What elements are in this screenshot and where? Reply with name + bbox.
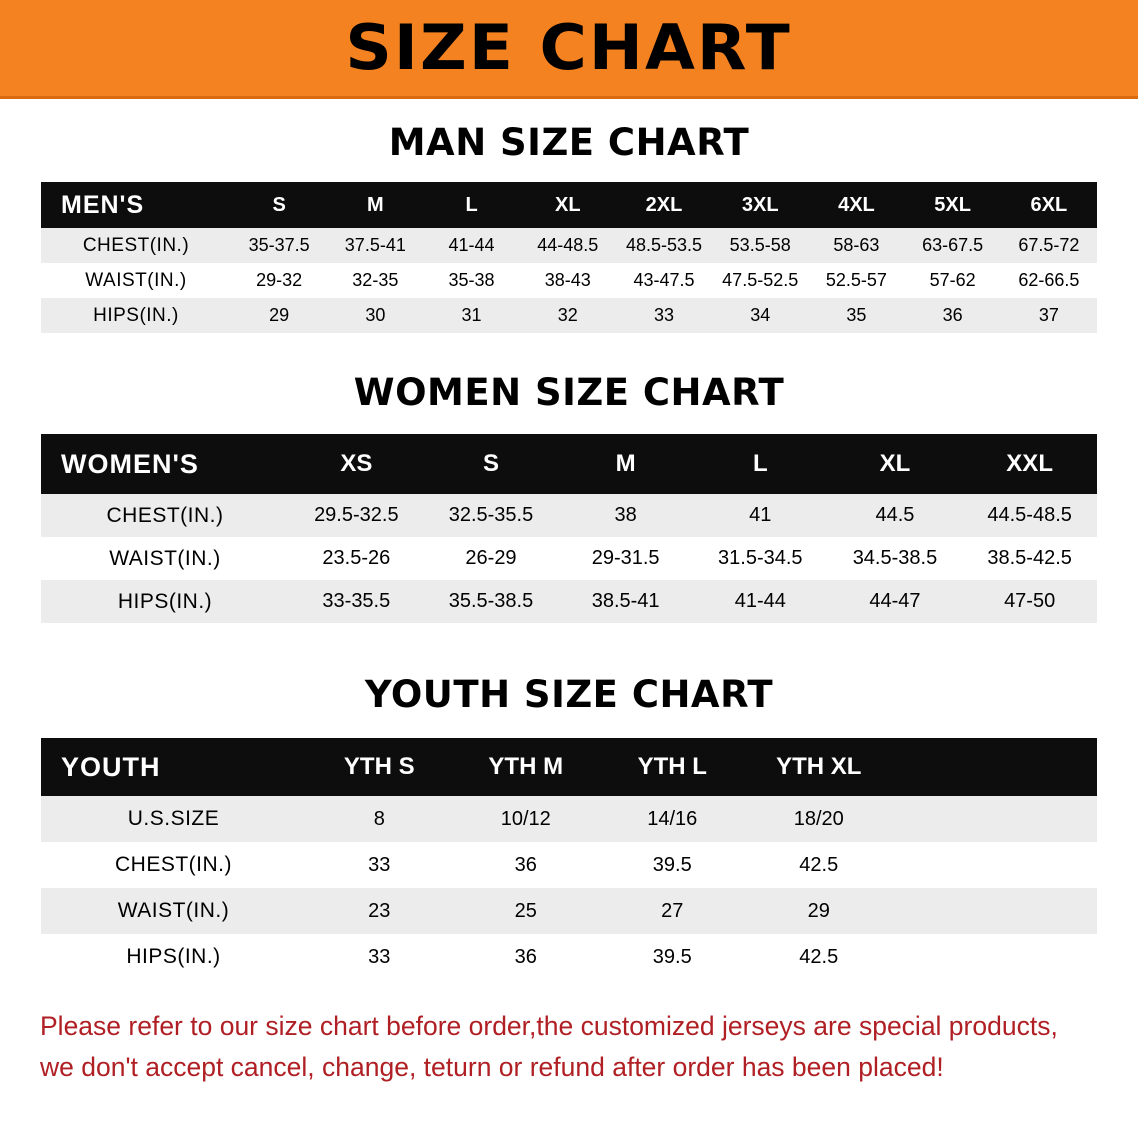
man-header-cell: 3XL bbox=[741, 193, 779, 216]
women-cell: 35.5-38.5 bbox=[448, 590, 534, 612]
women-table-body bbox=[41, 494, 1097, 623]
youth-row-label: CHEST(IN.) bbox=[115, 853, 232, 876]
women-cell: 29.5-32.5 bbox=[314, 504, 399, 526]
women-header-row bbox=[41, 434, 1097, 494]
youth-row-label: HIPS(IN.) bbox=[126, 945, 221, 968]
youth-cell: 10/12 bbox=[500, 807, 551, 830]
youth-cell-spacer bbox=[892, 934, 1097, 980]
youth-cell: 27 bbox=[661, 899, 684, 922]
youth-cell: 18/20 bbox=[793, 807, 844, 830]
youth-cell-spacer bbox=[892, 842, 1097, 888]
women-cell: 41 bbox=[749, 504, 772, 526]
man-cell: 67.5-72 bbox=[1018, 235, 1080, 255]
man-cell: 53.5-58 bbox=[729, 235, 791, 255]
man-cell: 36 bbox=[942, 305, 963, 325]
man-header-cell: M bbox=[366, 193, 384, 216]
women-table-wrap bbox=[41, 434, 1097, 623]
man-cell: 57-62 bbox=[929, 270, 976, 290]
man-cell: 32-35 bbox=[352, 270, 399, 290]
policy-note-line-2: we don't accept cancel, change, teturn or refund after order has been placed! bbox=[40, 1052, 944, 1083]
women-row-label: HIPS(IN.) bbox=[117, 589, 213, 613]
man-header-cell: 2XL bbox=[645, 193, 683, 216]
man-table-head bbox=[41, 182, 1097, 228]
women-cell: 38.5-42.5 bbox=[987, 547, 1072, 569]
man-cell: 62-66.5 bbox=[1018, 270, 1080, 290]
youth-cell: 8 bbox=[373, 807, 385, 830]
women-header-cell: XXL bbox=[1006, 450, 1053, 477]
man-table-wrap bbox=[41, 182, 1097, 333]
youth-header-cell: YTH M bbox=[488, 753, 564, 780]
women-header-cell: XL bbox=[879, 450, 911, 477]
man-header-cell: 6XL bbox=[1030, 193, 1068, 216]
youth-row-label: WAIST(IN.) bbox=[117, 899, 230, 922]
youth-cell: 25 bbox=[514, 899, 537, 922]
youth-cell-spacer bbox=[892, 796, 1097, 842]
women-size-table bbox=[41, 434, 1097, 623]
youth-cell-spacer bbox=[892, 888, 1097, 934]
man-cell: 29 bbox=[269, 305, 290, 325]
man-row-label: WAIST(IN.) bbox=[85, 269, 187, 291]
youth-cell: 39.5 bbox=[652, 853, 692, 876]
page-banner bbox=[0, 0, 1138, 99]
table-row bbox=[41, 796, 1097, 842]
youth-header-label: YOUTH bbox=[61, 751, 161, 782]
women-table-head bbox=[41, 434, 1097, 494]
man-cell: 48.5-53.5 bbox=[625, 235, 703, 255]
women-section-title: WOMEN SIZE CHART bbox=[353, 371, 785, 414]
man-cell: 41-44 bbox=[448, 235, 495, 255]
man-header-cell: 5XL bbox=[934, 193, 971, 216]
man-header-cell: XL bbox=[554, 193, 581, 216]
women-cell: 26-29 bbox=[465, 547, 517, 569]
youth-cell: 23 bbox=[368, 899, 391, 922]
man-size-table bbox=[41, 182, 1097, 333]
policy-note-line-1: Please refer to our size chart before order,the customized jerseys are special products, bbox=[40, 1011, 1058, 1041]
man-cell: 34 bbox=[750, 305, 771, 325]
women-cell: 38.5-41 bbox=[591, 590, 660, 612]
table-row bbox=[41, 934, 1097, 980]
youth-table-head bbox=[41, 738, 1097, 796]
youth-table-body bbox=[41, 796, 1097, 980]
man-cell: 32 bbox=[557, 305, 578, 325]
women-cell: 32.5-35.5 bbox=[448, 504, 534, 526]
man-header-cell: S bbox=[272, 193, 286, 216]
youth-cell: 36 bbox=[514, 945, 537, 968]
youth-cell: 33 bbox=[368, 945, 391, 968]
table-row bbox=[41, 888, 1097, 934]
man-cell: 35 bbox=[846, 305, 867, 325]
women-cell: 44-47 bbox=[869, 590, 921, 612]
man-row-label: HIPS(IN.) bbox=[93, 304, 179, 326]
youth-cell: 39.5 bbox=[652, 945, 692, 968]
women-cell: 44.5 bbox=[875, 504, 915, 526]
man-section-title: MAN SIZE CHART bbox=[388, 121, 750, 164]
women-header-label: WOMEN'S bbox=[61, 448, 199, 479]
man-cell: 30 bbox=[365, 305, 386, 325]
man-cell: 47.5-52.5 bbox=[722, 270, 799, 290]
youth-cell: 42.5 bbox=[799, 945, 839, 968]
youth-header-cell: YTH S bbox=[343, 753, 415, 780]
youth-header-row bbox=[41, 738, 1097, 796]
man-cell: 29-32 bbox=[256, 270, 303, 290]
man-cell: 58-63 bbox=[833, 235, 880, 255]
youth-section-title: YOUTH SIZE CHART bbox=[364, 673, 774, 716]
women-cell: 34.5-38.5 bbox=[852, 547, 938, 569]
youth-row-label: U.S.SIZE bbox=[127, 807, 220, 830]
women-row-label: CHEST(IN.) bbox=[106, 503, 224, 527]
man-row-label: CHEST(IN.) bbox=[82, 234, 190, 256]
youth-cell: 29 bbox=[807, 899, 830, 922]
man-cell: 63-67.5 bbox=[922, 235, 984, 255]
page-title: SIZE CHART bbox=[345, 11, 793, 84]
youth-table-wrap bbox=[41, 738, 1097, 980]
women-header-cell: M bbox=[615, 450, 636, 477]
women-cell: 47-50 bbox=[1004, 590, 1056, 612]
youth-size-table bbox=[41, 738, 1097, 980]
women-header-cell: XS bbox=[340, 450, 373, 477]
man-cell: 37.5-41 bbox=[344, 235, 406, 255]
man-cell: 52.5-57 bbox=[825, 270, 887, 290]
youth-header-cell: YTH L bbox=[637, 753, 707, 780]
youth-cell: 14/16 bbox=[647, 807, 698, 830]
man-header-label: MEN'S bbox=[61, 190, 145, 219]
table-row bbox=[41, 298, 1097, 333]
table-row bbox=[41, 228, 1097, 263]
man-cell: 44-48.5 bbox=[537, 235, 599, 255]
table-row bbox=[41, 494, 1097, 537]
table-row bbox=[41, 842, 1097, 888]
man-cell: 43-47.5 bbox=[633, 270, 695, 290]
women-cell: 38 bbox=[614, 504, 637, 526]
policy-note bbox=[40, 1006, 1098, 1088]
man-cell: 35-37.5 bbox=[248, 235, 310, 255]
man-header-cell: L bbox=[465, 193, 478, 216]
women-cell: 31.5-34.5 bbox=[718, 547, 803, 569]
youth-header-spacer bbox=[892, 738, 1097, 796]
women-row-label: WAIST(IN.) bbox=[109, 546, 221, 570]
man-header-cell: 4XL bbox=[838, 193, 875, 216]
man-header-row bbox=[41, 182, 1097, 228]
youth-cell: 36 bbox=[514, 853, 537, 876]
man-cell: 35-38 bbox=[448, 270, 495, 290]
women-cell: 23.5-26 bbox=[322, 547, 391, 569]
table-row bbox=[41, 263, 1097, 298]
women-cell: 44.5-48.5 bbox=[987, 504, 1072, 526]
women-cell: 41-44 bbox=[734, 590, 786, 612]
man-cell: 38-43 bbox=[544, 270, 591, 290]
man-cell: 31 bbox=[461, 305, 482, 325]
women-header-cell: S bbox=[482, 450, 499, 477]
youth-cell: 42.5 bbox=[799, 853, 839, 876]
man-table-body bbox=[41, 228, 1097, 333]
women-header-cell: L bbox=[752, 450, 768, 477]
table-row bbox=[41, 537, 1097, 580]
women-cell: 29-31.5 bbox=[591, 547, 660, 569]
women-cell: 33-35.5 bbox=[322, 590, 391, 612]
table-row bbox=[41, 580, 1097, 623]
man-cell: 37 bbox=[1038, 305, 1059, 325]
youth-header-cell: YTH XL bbox=[776, 753, 862, 780]
youth-cell: 33 bbox=[368, 853, 391, 876]
man-cell: 33 bbox=[653, 305, 674, 325]
